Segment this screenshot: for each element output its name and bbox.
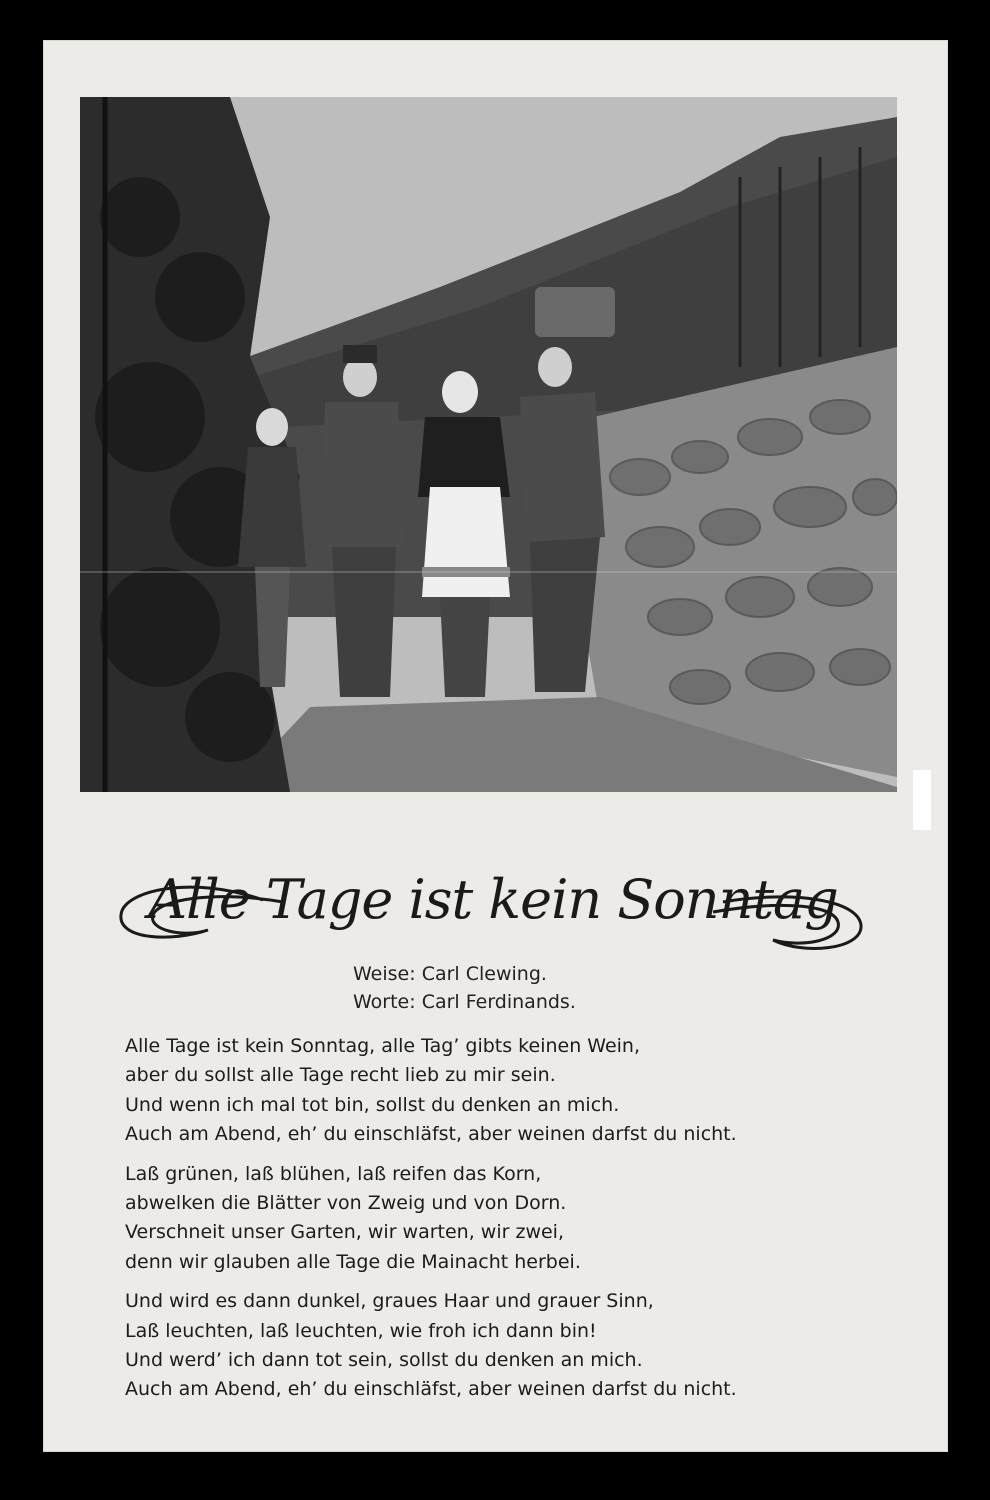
lyric-line: Alle Tage ist kein Sonntag, alle Tag’ gibts keinen Wein, — [125, 1035, 641, 1057]
composer-label: Weise: — [353, 963, 416, 985]
postcard — [43, 40, 948, 1452]
song-title: Alle Tage ist kein Sonntag — [148, 868, 838, 931]
composer-credit — [353, 960, 576, 988]
lyric-line: abwelken die Blätter von Zweig und von Dorn. — [125, 1192, 567, 1215]
composer-name: Carl Clewing. — [421, 963, 547, 985]
vineyard-photo-illustration — [80, 97, 897, 792]
song-lyrics — [125, 1032, 885, 1415]
stanza-3 — [125, 1287, 885, 1405]
lyric-line: aber du sollst alle Tage recht lieb zu mir sein. — [125, 1064, 556, 1087]
lyric-line: Und wird es dann dunkel, graues Haar und grauer Sinn, — [125, 1290, 654, 1313]
lyric-line: Laß leuchten, laß leuchten, wie froh ich dann bin! — [125, 1319, 597, 1342]
lyric-line: Laß grünen, laß blühen, laß reifen das Korn, — [125, 1162, 542, 1185]
torn-edge — [913, 770, 931, 830]
vineyard-photo — [80, 97, 897, 792]
lyric-line: Verschneit unser Garten, wir warten, wir zwei, — [125, 1221, 564, 1244]
lyric-line: denn wir glauben alle Tage die Mainacht herbei. — [125, 1250, 581, 1273]
stanza-2 — [125, 1160, 885, 1278]
lyricist-credit — [353, 988, 576, 1016]
lyric-line: Auch am Abend, eh’ du einschläfst, aber weinen darfst du nicht. — [125, 1378, 737, 1401]
stanza-1 — [125, 1032, 885, 1150]
song-credits — [353, 960, 576, 1016]
lyric-line: Und werd’ ich dann tot sein, sollst du denken an mich. — [125, 1349, 643, 1372]
lyricist-label: Worte: — [353, 991, 416, 1013]
lyric-line: Auch am Abend, eh’ du einschläfst, aber weinen darfst du nicht. — [125, 1123, 737, 1146]
lyric-line: Und wenn ich mal tot bin, sollst du denken an mich. — [125, 1093, 620, 1116]
lyricist-name: Carl Ferdinands. — [421, 991, 576, 1013]
song-title-block — [113, 830, 873, 980]
